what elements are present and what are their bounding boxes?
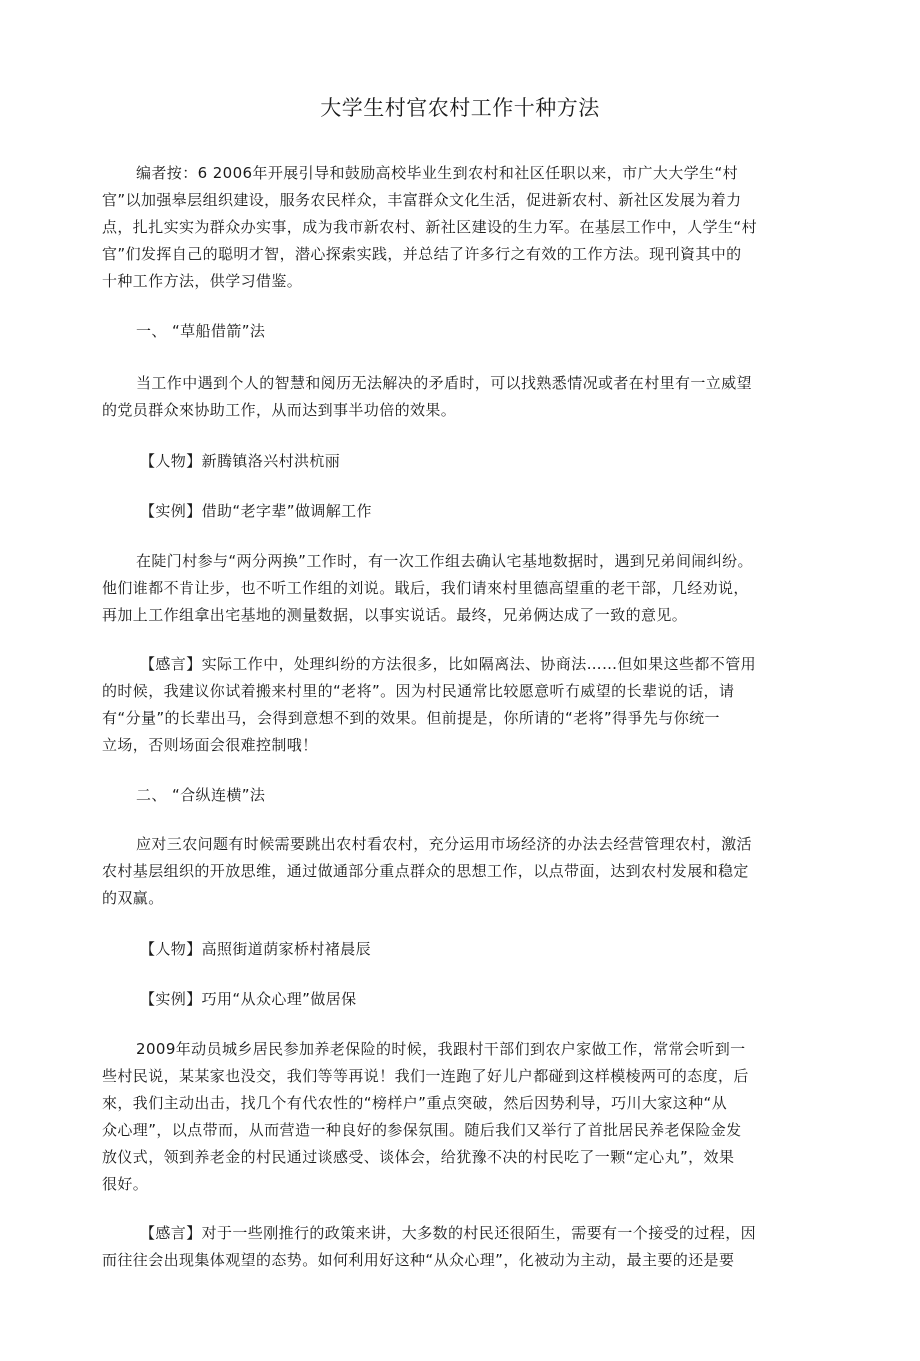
paragraph-line: 他们谁都不肯让步，也不听工作组的刘说。戢后，我们请來村里德高望重的老干部，几经劝说， xyxy=(102,579,749,597)
paragraph-line: 放仪式，领到养老金的村民通过谈感受、谈体会，给犹豫不决的村民吃了一颗“定心丸”，效果 xyxy=(102,1148,735,1166)
paragraph-line: 农村基层组织的开放思维，通过做通部分重点群众的思想工作，以点带面，达到农村发展和稳定 xyxy=(102,862,749,880)
paragraph-line: 编者按：6 2006年开展引导和鼓励高校毕业生到农村和社区任职以来，市广大大学生“村 xyxy=(136,164,739,182)
section-heading: 一、 “草船借箭”法 xyxy=(136,322,266,340)
paragraph-line: 而往往会出现集体观望的态势。如何利用好这种“从众心理”，化被动为主动，最主要的还是要 xyxy=(102,1251,735,1269)
paragraph-line: 很好。 xyxy=(102,1175,149,1193)
paragraph-line: 的时候，我建议你试着搬来村里的“老将”。因为村民通常比较愿意听冇威望的长辈说的话，请 xyxy=(102,682,735,700)
person-line: 【人物】高照街道荫家桥村褚晨辰 xyxy=(140,940,372,958)
paragraph-line: 应对三农问题有时候需要跳出农村看农村，充分运用市场经济的办法去经营管理农村，激活 xyxy=(136,835,753,853)
comment-line: 【感言】对于一些刚推行的政策来讲，大多数的村民还很陌生，需要有一个接受的过程，因 xyxy=(140,1224,757,1242)
paragraph-line: 的双赢。 xyxy=(102,889,164,907)
paragraph-line: 些村民说，某某家也没交，我们等等再说！我们一连跑了好儿户都碰到这样模棱两可的态度，后 xyxy=(102,1067,749,1085)
comment-line: 【感言】实际工作中，处理纠纷的方法很多，比如隔离法、协商法……但如果这些都不管用 xyxy=(140,655,757,673)
paragraph-line: 在陡门村参与“两分两换”工作时，有一次工作组去确认宅基地数据时，遇到兄弟间闹纠纷。 xyxy=(136,552,753,570)
paragraph-line: 点，扎扎实实为群众办实事，成为我市新农村、新社区建设的生力军。在基层工作中，人学生“村 xyxy=(102,218,757,236)
example-line: 【实例】借助“老字辈”做调解工作 xyxy=(140,502,372,520)
example-line: 【实例】巧用“从众心理”做居保 xyxy=(140,990,357,1008)
paragraph-line: 官”们发挥自己的聪明才智，潜心探索实践，并总结了许多行之有效的工作方法。现刊資其中的 xyxy=(102,245,742,263)
section-heading: 二、 “合纵连横”法 xyxy=(136,786,266,804)
paragraph-line: 的党员群众來协助工作，从而达到事半功倍的效果。 xyxy=(102,401,457,419)
paragraph-line: 有“分量”的长辈出马，会得到意想不到的效果。但前提是，你所请的“老将”得爭先与你统一 xyxy=(102,709,720,727)
paragraph-line: 來，我们主动出击，找几个有代农性的“榜样户”重点突破，然后因势利导，巧川大家这种“从 xyxy=(102,1094,728,1112)
person-line: 【人物】新腾镇洛兴村洪杭丽 xyxy=(140,452,341,470)
paragraph-line: 再加上工作组拿出宅基地的测量数据，以事实说话。最终，兄弟俩达成了一致的意见。 xyxy=(102,606,688,624)
document-title: 大学生村官农村工作十种方法 xyxy=(320,96,600,120)
paragraph-line: 众心理”，以点带而，从而营造一种良好的参保氛围。随后我们又举行了首批居民养老保险金发 xyxy=(102,1121,742,1139)
paragraph-line: 2009年动员城乡居民参加养老保险的时候，我跟村干部们到农户家做工作，常常会听到一 xyxy=(136,1040,746,1058)
paragraph-line: 立场，否则场面会很难控制哦！ xyxy=(102,736,318,754)
paragraph-line: 当工作中遇到个人的智慧和阅历无法解决的矛盾时，可以找熟悉情况或者在村里有一立威望 xyxy=(136,374,753,392)
paragraph-line: 官”以加强皋层组织建设，服务农民样众，丰富群众文化生活，促进新农村、新社区发展为着力 xyxy=(102,191,742,209)
paragraph-line: 十种工作方法，供学习借鉴。 xyxy=(102,272,303,290)
